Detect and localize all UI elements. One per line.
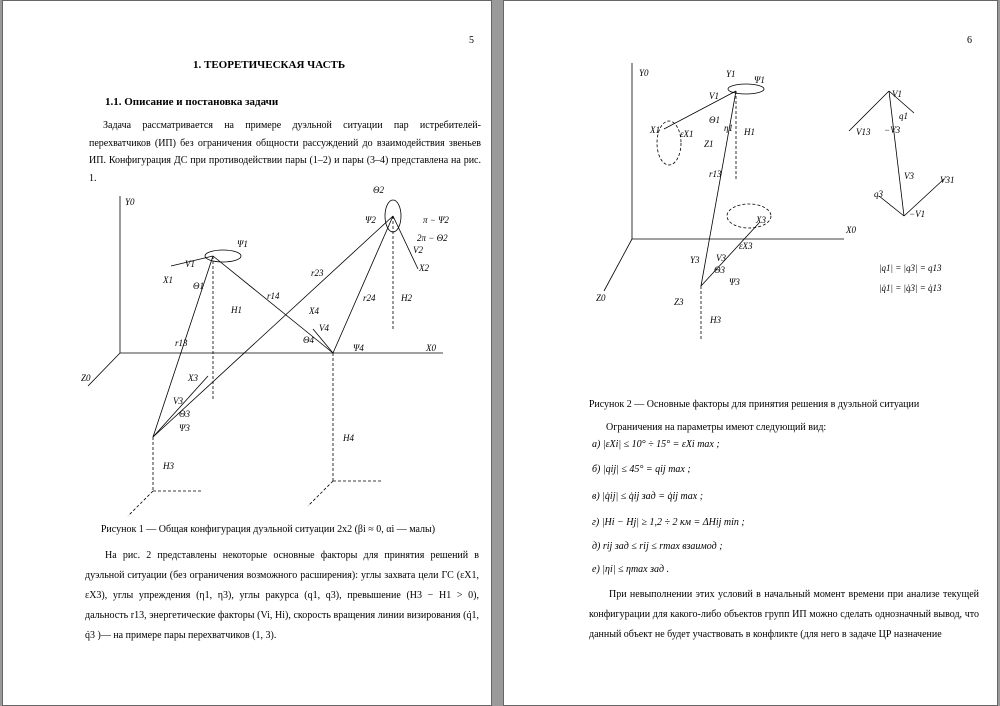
diagram-label: Y0 <box>125 197 135 207</box>
diagram-label: Y1 <box>726 69 736 79</box>
diagram-label: Θ4 <box>303 335 314 345</box>
diagram-label: V13 <box>856 127 871 137</box>
constraint-d: д) rij зад ≤ rij ≤ rmax взаимод ; <box>592 541 723 552</box>
constraints-intro: Ограничения на параметры имеют следующий вид: <box>606 422 827 433</box>
diagram-label: |q̇1| = |q̇3| = q̇13 <box>879 283 942 293</box>
diagram-label: X1 <box>163 275 173 285</box>
constraint-b: б) |qij| ≤ 45° = qij max ; <box>592 464 691 475</box>
figure-1-labels <box>81 185 449 471</box>
page-number: 6 <box>967 35 972 46</box>
diagram-label: |q1| = |q3| = q13 <box>879 263 942 273</box>
diagram-label: H1 <box>231 305 242 315</box>
diagram-label: X1 <box>650 125 660 135</box>
diagram-label: V3 <box>716 253 726 263</box>
diagram-label: Ψ1 <box>237 239 248 249</box>
figure-2-caption: Рисунок 2 — Основные факторы для принятия решения в дуэльной ситуации <box>588 399 920 410</box>
diagram-label: q3 <box>874 189 883 199</box>
diagram-label: X0 <box>426 343 436 353</box>
diagram-label: X4 <box>309 306 319 316</box>
diagram-label: Z3 <box>674 297 684 307</box>
diagram-label: −V3 <box>884 125 901 135</box>
page-number: 5 <box>469 35 474 46</box>
diagram-label: Ψ1 <box>754 75 765 85</box>
diagram-label: Y0 <box>639 68 649 78</box>
diagram-label: Y3 <box>690 255 700 265</box>
diagram-label: r24 <box>363 293 376 303</box>
page-6 <box>503 0 998 706</box>
figure-2-labels <box>596 68 955 325</box>
diagram-label: Ψ2 <box>365 215 376 225</box>
diagram-label: V4 <box>319 323 329 333</box>
paragraph-intro: Задача рассматривается на примере дуэльной ситуации пар истребителей-перехватчиков (ИП) без ограничения общности рассуждений до взаимодействия звеньев ИП. Конфигурация ДС при противодействии пары (1–2) и пары (3–4) представлена на рис. 1. <box>89 120 481 184</box>
diagram-label: r23 <box>311 268 324 278</box>
diagram-label: X3 <box>756 215 766 225</box>
diagram-label: εX3 <box>739 241 753 251</box>
diagram-label: Ψ3 <box>179 423 190 433</box>
diagram-label: Z0 <box>81 373 91 383</box>
diagram-label: 2π − Θ2 <box>417 233 448 243</box>
diagram-label: V3 <box>904 171 914 181</box>
diagram-label: Θ1 <box>193 281 204 291</box>
diagram-label: q1 <box>899 111 908 121</box>
paragraph-factors: На рис. 2 представлены некоторые основные факторы для принятия решений в дуэльной ситуации (без ограничения возможного расширения): углы захвата цели ГС (εX1, εX3), углы упреждения (η1, η3), углы ракурса (q1, q3), превышение (H3 − H1 > 0), дальность r13, энергетические факторы (Vi, Hi), скорость вращения линии визирования (q̇1, q̇3 )— на примере пары перехватчиков (1, 3). <box>85 550 479 641</box>
figure-1-diagram <box>3 1 493 521</box>
subsection-heading: 1.1. Описание и постановка задачи <box>105 96 279 108</box>
constraint-v: в) |q̇ij| ≤ q̇ij зад = q̇ij max ; <box>592 491 704 502</box>
paragraph-conditions: При невыполнении этих условий в начальный момент времени при анализе текущей конфигурации для какого-либо объектов групп ИП можно сделать однозначный вывод, что данный объект не будет участвовать в конфликте (для него в задаче ЦР назначение <box>589 589 979 640</box>
diagram-label: Z0 <box>596 293 606 303</box>
diagram-label: π − Ψ2 <box>423 215 449 225</box>
diagram-label: −V1 <box>909 209 926 219</box>
diagram-label: η1 <box>724 123 733 133</box>
diagram-label: V2 <box>413 245 423 255</box>
diagram-label: Ψ3 <box>729 277 740 287</box>
diagram-label: r13 <box>709 169 722 179</box>
diagram-label: εX1 <box>680 129 694 139</box>
diagram-label: Θ1 <box>709 115 720 125</box>
diagram-label: Z1 <box>704 139 714 149</box>
figure-1-caption: Рисунок 1 — Общая конфигурация дуэльной ситуации 2x2 (βi ≈ 0, αi — малы) <box>100 524 436 535</box>
diagram-label: H2 <box>401 293 412 303</box>
page-5 <box>2 0 492 706</box>
diagram-label: H1 <box>744 127 755 137</box>
diagram-label: V1 <box>892 89 902 99</box>
diagram-label: Ψ4 <box>353 343 364 353</box>
diagram-label: V1 <box>185 259 195 269</box>
diagram-label: H3 <box>710 315 721 325</box>
diagram-label: Θ3 <box>714 265 725 275</box>
diagram-label: X0 <box>846 225 856 235</box>
diagram-label: r14 <box>267 291 280 301</box>
figure-2-diagram <box>504 1 999 401</box>
diagram-label: H4 <box>343 433 354 443</box>
diagram-label: V3 <box>173 396 183 406</box>
section-heading: 1. ТЕОРЕТИЧЕСКАЯ ЧАСТЬ <box>193 59 346 71</box>
diagram-label: Θ3 <box>179 409 190 419</box>
constraint-a: а) |εXi| ≤ 10° ÷ 15° = εXi max ; <box>592 439 720 450</box>
diagram-label: X3 <box>188 373 198 383</box>
diagram-label: V31 <box>940 175 955 185</box>
diagram-label: X2 <box>419 263 429 273</box>
constraint-g: г) |Hi − Hj| ≥ 1,2 ÷ 2 км = ΔHij min ; <box>592 517 745 528</box>
constraint-e: е) |ηi| ≤ ηmax зад . <box>592 564 670 575</box>
diagram-label: Θ2 <box>373 185 384 195</box>
diagram-label: V1 <box>709 91 719 101</box>
diagram-label: H3 <box>163 461 174 471</box>
diagram-label: r13 <box>175 338 188 348</box>
